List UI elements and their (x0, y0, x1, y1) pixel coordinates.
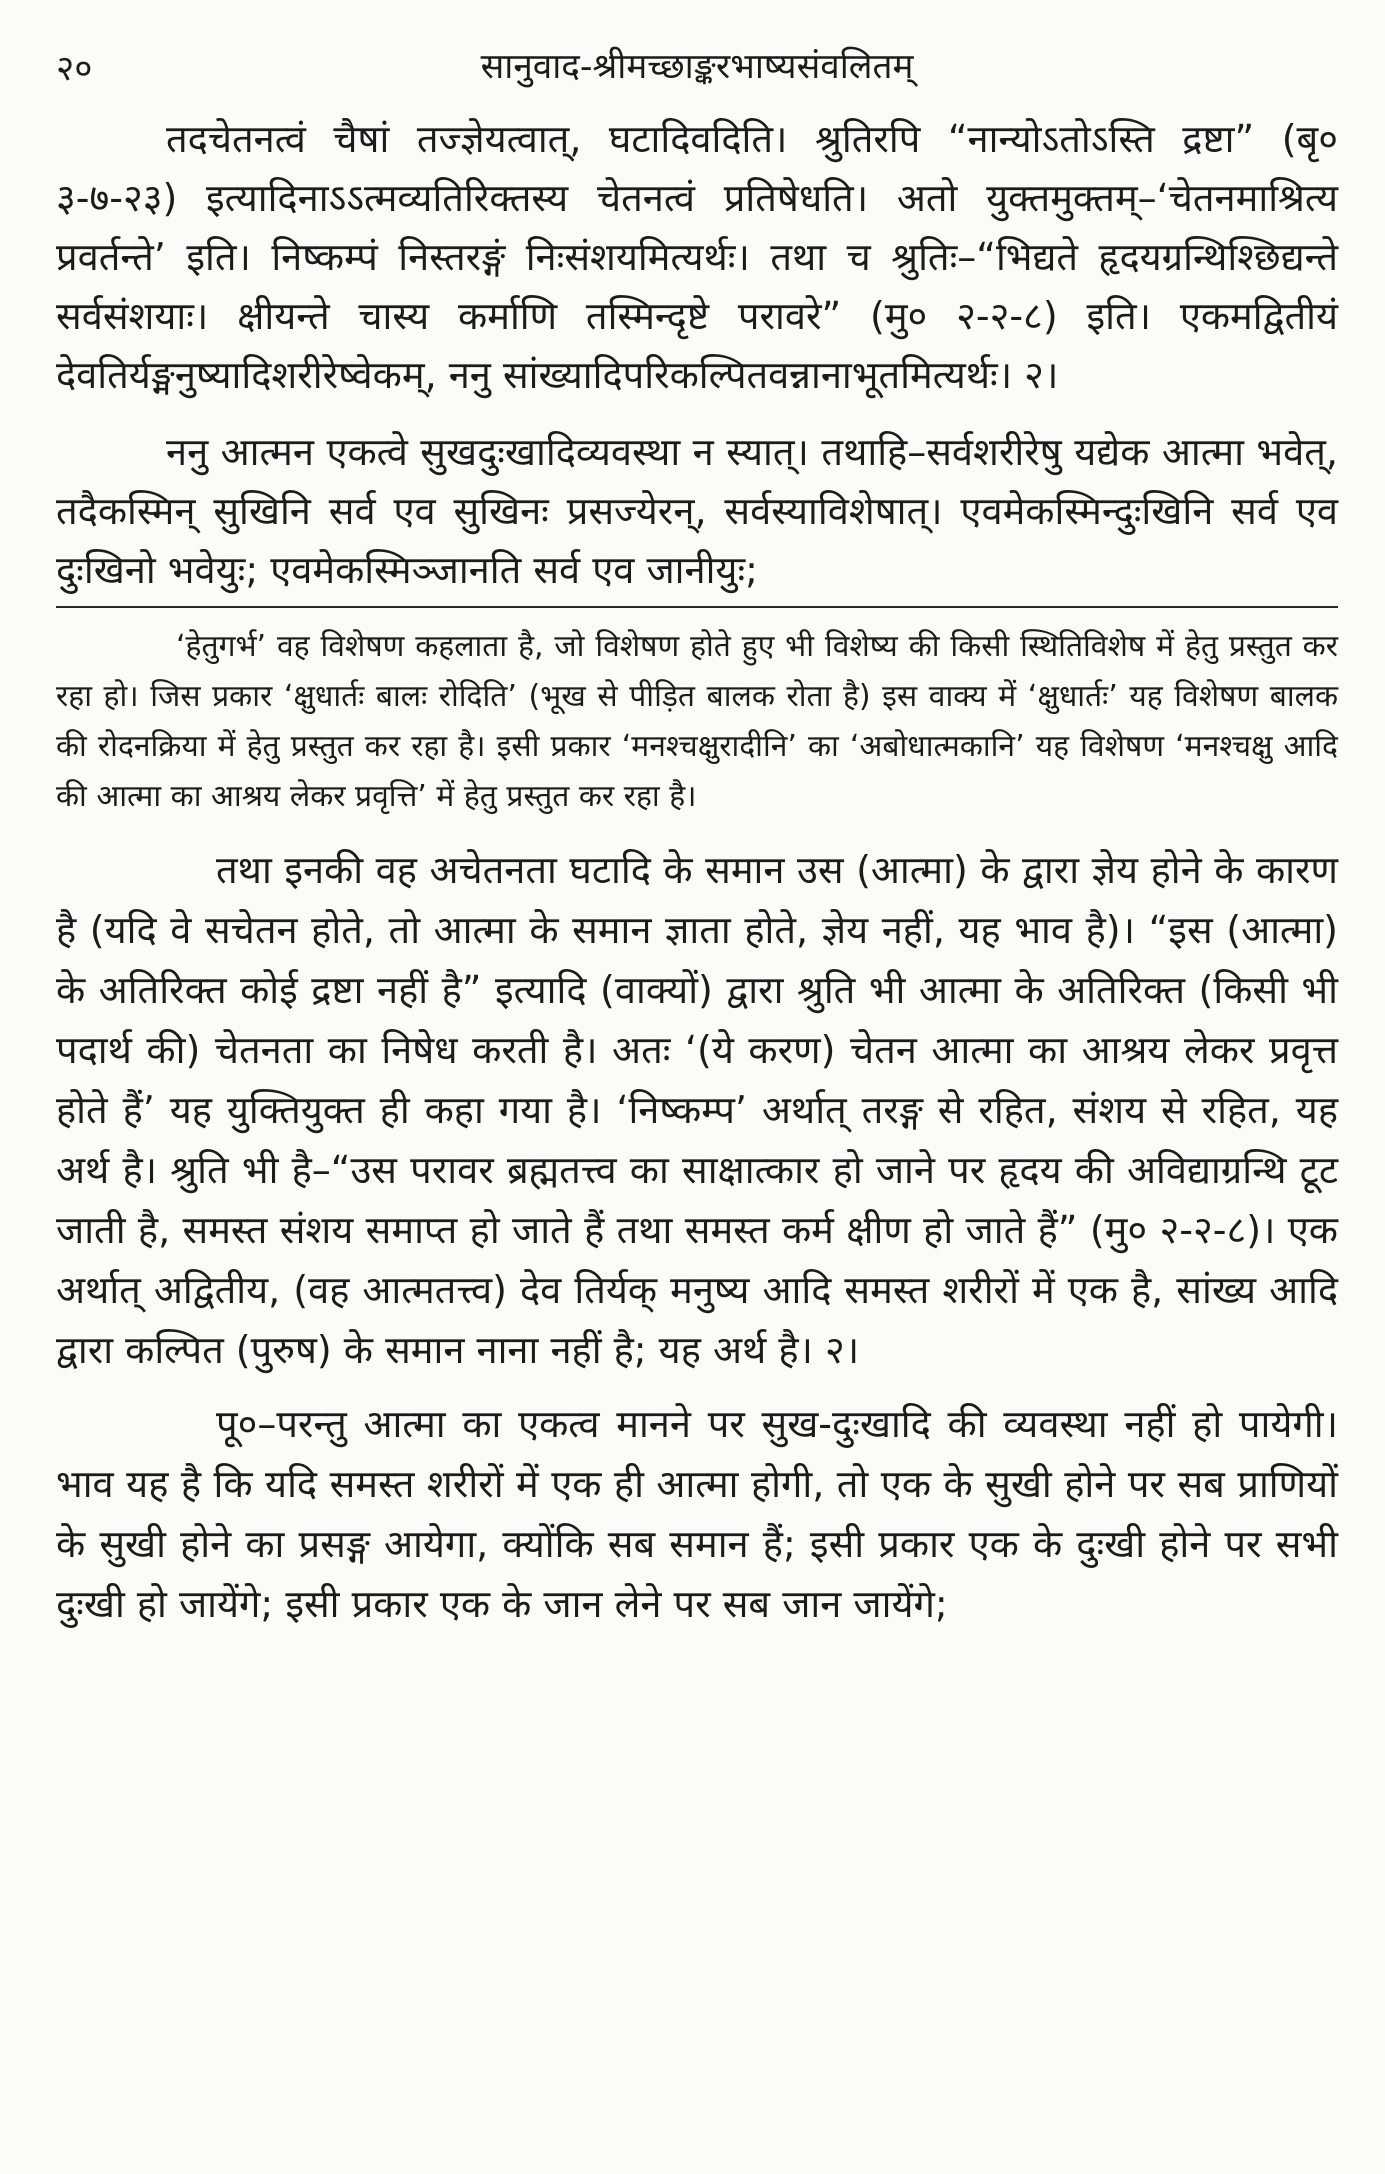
hindi-translation-paragraph-2: पू०–परन्तु आत्मा का एकत्व मानने पर सुख-दुःखादि की व्यवस्था नहीं हो पायेगी। भाव यह है कि यदि समस्त शरीरों में एक ही आत्मा होगी, तो एक के सुखी होने पर सब प्राणियों के सुखी होने का प्रसङ्ग आयेगा, क्योंकि सब समान हैं; इसी प्रकार एक के दुःखी होने पर सभी दुःखी हो जायेंगे; इसी प्रकार एक के जान लेने पर सब जान जायेंगे; (56, 1402, 1338, 1626)
sanskrit-paragraph-1: तदचेतनत्वं चैषां तज्ज्ञेयत्वात्, घटादिवदिति। श्रुतिरपि “नान्योऽतोऽस्ति द्रष्टा” (बृ० ३-७-२३) इत्यादिनाऽऽत्मव्यतिरिक्तस्य चेतनत्वं प्रतिषेधति। अतो युक्तमुक्तम्–‘चेतनमाश्रित्य प्रवर्तन्ते’ इति। निष्कम्पं निस्तरङ्गं निःसंशयमित्यर्थः। तथा च श्रुतिः–“भिद्यते हृदयग्रन्थिश्छिद्यन्ते सर्वसंशयाः। क्षीयन्ते चास्य कर्माणि तस्मिन्दृष्टे परावरे” (मु० २-२-८) इति। एकमद्वितीयं देवतिर्यङ्मनुष्यादिशरीरेष्वेकम्, ननु सांख्यादिपरिकल्पितवन्नानाभूतमित्यर्थः। २। (56, 117, 1338, 397)
hindi-translation-paragraph-1: तथा इनकी वह अचेतनता घटादि के समान उस (आत्मा) के द्वारा ज्ञेय होने के कारण है (यदि वे सचेतन होते, तो आत्मा के समान ज्ञाता होते, ज्ञेय नहीं, यह भाव है)। “इस (आत्मा) के अतिरिक्त कोई द्रष्टा नहीं है” इत्यादि (वाक्यों) द्वारा श्रुति भी आत्मा के अतिरिक्त (किसी भी पदार्थ की) चेतनता का निषेध करती है। अतः ‘(ये करण) चेतन आत्मा का आश्रय लेकर प्रवृत्त होते हैं’ यह युक्तियुक्त ही कहा गया है। ‘निष्कम्प’ अर्थात् तरङ्ग से रहित, संशय से रहित, यह अर्थ है। श्रुति भी है–“उस परावर ब्रह्मतत्त्व का साक्षात्कार हो जाने पर हृदय की अविद्याग्रन्थि टूट जाती है, समस्त संशय समाप्त हो जाते हैं तथा समस्त कर्म क्षीण हो जाते हैं” (मु० २-२-८)। एक अर्थात् अद्वितीय, (वह आत्मतत्त्व) देव तिर्यक् मनुष्य आदि समस्त शरीरों में एक है, सांख्य आदि द्वारा कल्पित (पुरुष) के समान नाना नहीं है; यह अर्थ है। २। (56, 848, 1338, 1372)
page-header (56, 40, 1338, 106)
sanskrit-paragraph-2: ननु आत्मन एकत्वे सुखदुःखादिव्यवस्था न स्यात्। तथाहि–सर्वशरीरेषु यद्येक आत्मा भवेत्, तदैकस्मिन् सुखिनि सर्व एव सुखिनः प्रसज्येरन्, सर्वस्याविशेषात्। एवमेकस्मिन्दुःखिनि सर्व एव दुःखिनो भवेयुः; एवमेकस्मिञ्जानति सर्व एव जानीयुः; (56, 430, 1338, 592)
page-number: २० (56, 49, 93, 89)
footnote: ‘हेतुगर्भ’ वह विशेषण कहलाता है, जो विशेषण होते हुए भी विशेष्य की किसी स्थितिविशेष में हेतु प्रस्तुत कर रहा हो। जिस प्रकार ‘क्षुधार्तः बालः रोदिति’ (भूख से पीड़ित बालक रोता है) इस वाक्य में ‘क्षुधार्तः’ यह विशेषण बालक की रोदनक्रिया में हेतु प्रस्तुत कर रहा है। इसी प्रकार ‘मनश्चक्षुरादीनि’ का ‘अबोधात्मकानि’ यह विशेषण ‘मनश्चक्षु आदि की आत्मा का आश्रय लेकर प्रवृत्ति’ में हेतु प्रस्तुत कर रहा है। (56, 629, 1338, 814)
running-title: सानुवाद-श्रीमच्छाङ्करभाष्यसंवलितम् (480, 47, 914, 87)
footnote-divider (56, 606, 1338, 608)
book-page (56, 40, 1338, 1634)
